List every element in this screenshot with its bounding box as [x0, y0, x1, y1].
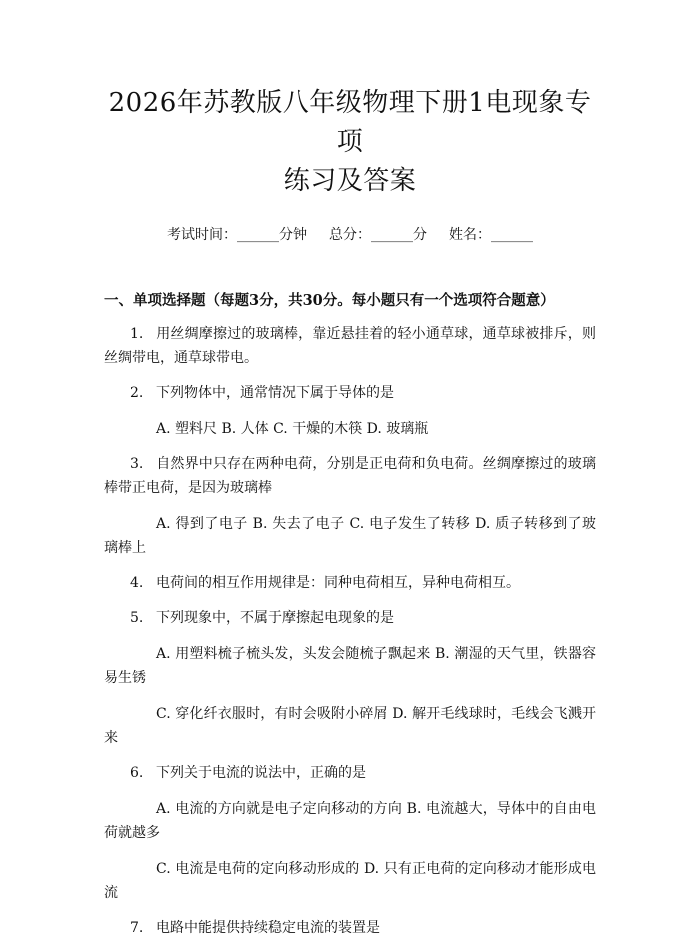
- question-5: [104, 606, 596, 630]
- question-number: 3.: [130, 456, 144, 472]
- question-number: 6.: [130, 765, 144, 781]
- title-line-1: 2026年苏教版八年级物理下册1电现象专项: [108, 88, 592, 157]
- question-text: 用丝绸摩擦过的玻璃棒，靠近悬挂着的轻小通草球，通草球被排斥，则丝绸带电，通草球带电。: [104, 326, 596, 366]
- question-number: 1.: [130, 326, 144, 342]
- question-text: 下列关于电流的说法中，正确的是: [156, 765, 366, 781]
- question-text: 自然界中只存在两种电荷，分别是正电荷和负电荷。丝绸摩擦过的玻璃棒带正电荷，是因为玻璃棒: [104, 456, 596, 496]
- exam-time-label: 考试时间：______分钟: [167, 227, 307, 243]
- question-6: [104, 761, 596, 785]
- question-number: 4.: [130, 575, 144, 591]
- question-number: 7.: [130, 920, 144, 936]
- question-text: 电荷间的相互作用规律是：同种电荷相互，异种电荷相互。: [156, 575, 520, 591]
- question-text: 电路中能提供持续稳定电流的装置是: [156, 920, 380, 936]
- question-number: 5.: [130, 610, 144, 626]
- name-label: 姓名：______: [449, 227, 533, 243]
- question-2-options: A. 塑料尺 B. 人体 C. 干燥的木筷 D. 玻璃瓶: [156, 421, 429, 437]
- question-7: [104, 916, 596, 940]
- question-5-options-ab: A. 用塑料梳子梳头发，头发会随梳子飘起来 B. 潮湿的天气里，铁器容易生锈: [104, 646, 596, 686]
- question-1: [104, 322, 596, 370]
- question-3-options: A. 得到了电子 B. 失去了电子 C. 电子发生了转移 D. 质子转移到了玻璃棒上: [104, 516, 596, 556]
- document-title: [104, 0, 596, 201]
- question-text: 下列现象中，不属于摩擦起电现象的是: [156, 610, 394, 626]
- question-5-options-cd: C. 穿化纤衣服时，有时会吸附小碎屑 D. 解开毛线球时，毛线会飞溅开来: [104, 706, 596, 746]
- title-line-2: 练习及答案: [283, 166, 417, 196]
- question-4: [104, 571, 596, 595]
- question-3: [104, 452, 596, 500]
- question-number: 2.: [130, 385, 144, 401]
- section-heading: 一、单项选择题（每题3分，共30分。每小题只有一个选项符合题意）: [104, 292, 555, 309]
- question-text: 下列物体中，通常情况下属于导体的是: [156, 385, 394, 401]
- question-2: [104, 381, 596, 405]
- question-6-options-cd: C. 电流是电荷的定向移动形成的 D. 只有正电荷的定向移动才能形成电流: [104, 861, 596, 901]
- total-score-label: 总分：______分: [329, 227, 427, 243]
- exam-meta: [104, 225, 596, 245]
- question-6-options-ab: A. 电流的方向就是电子定向移动的方向 B. 电流越大，导体中的自由电荷就越多: [104, 801, 596, 841]
